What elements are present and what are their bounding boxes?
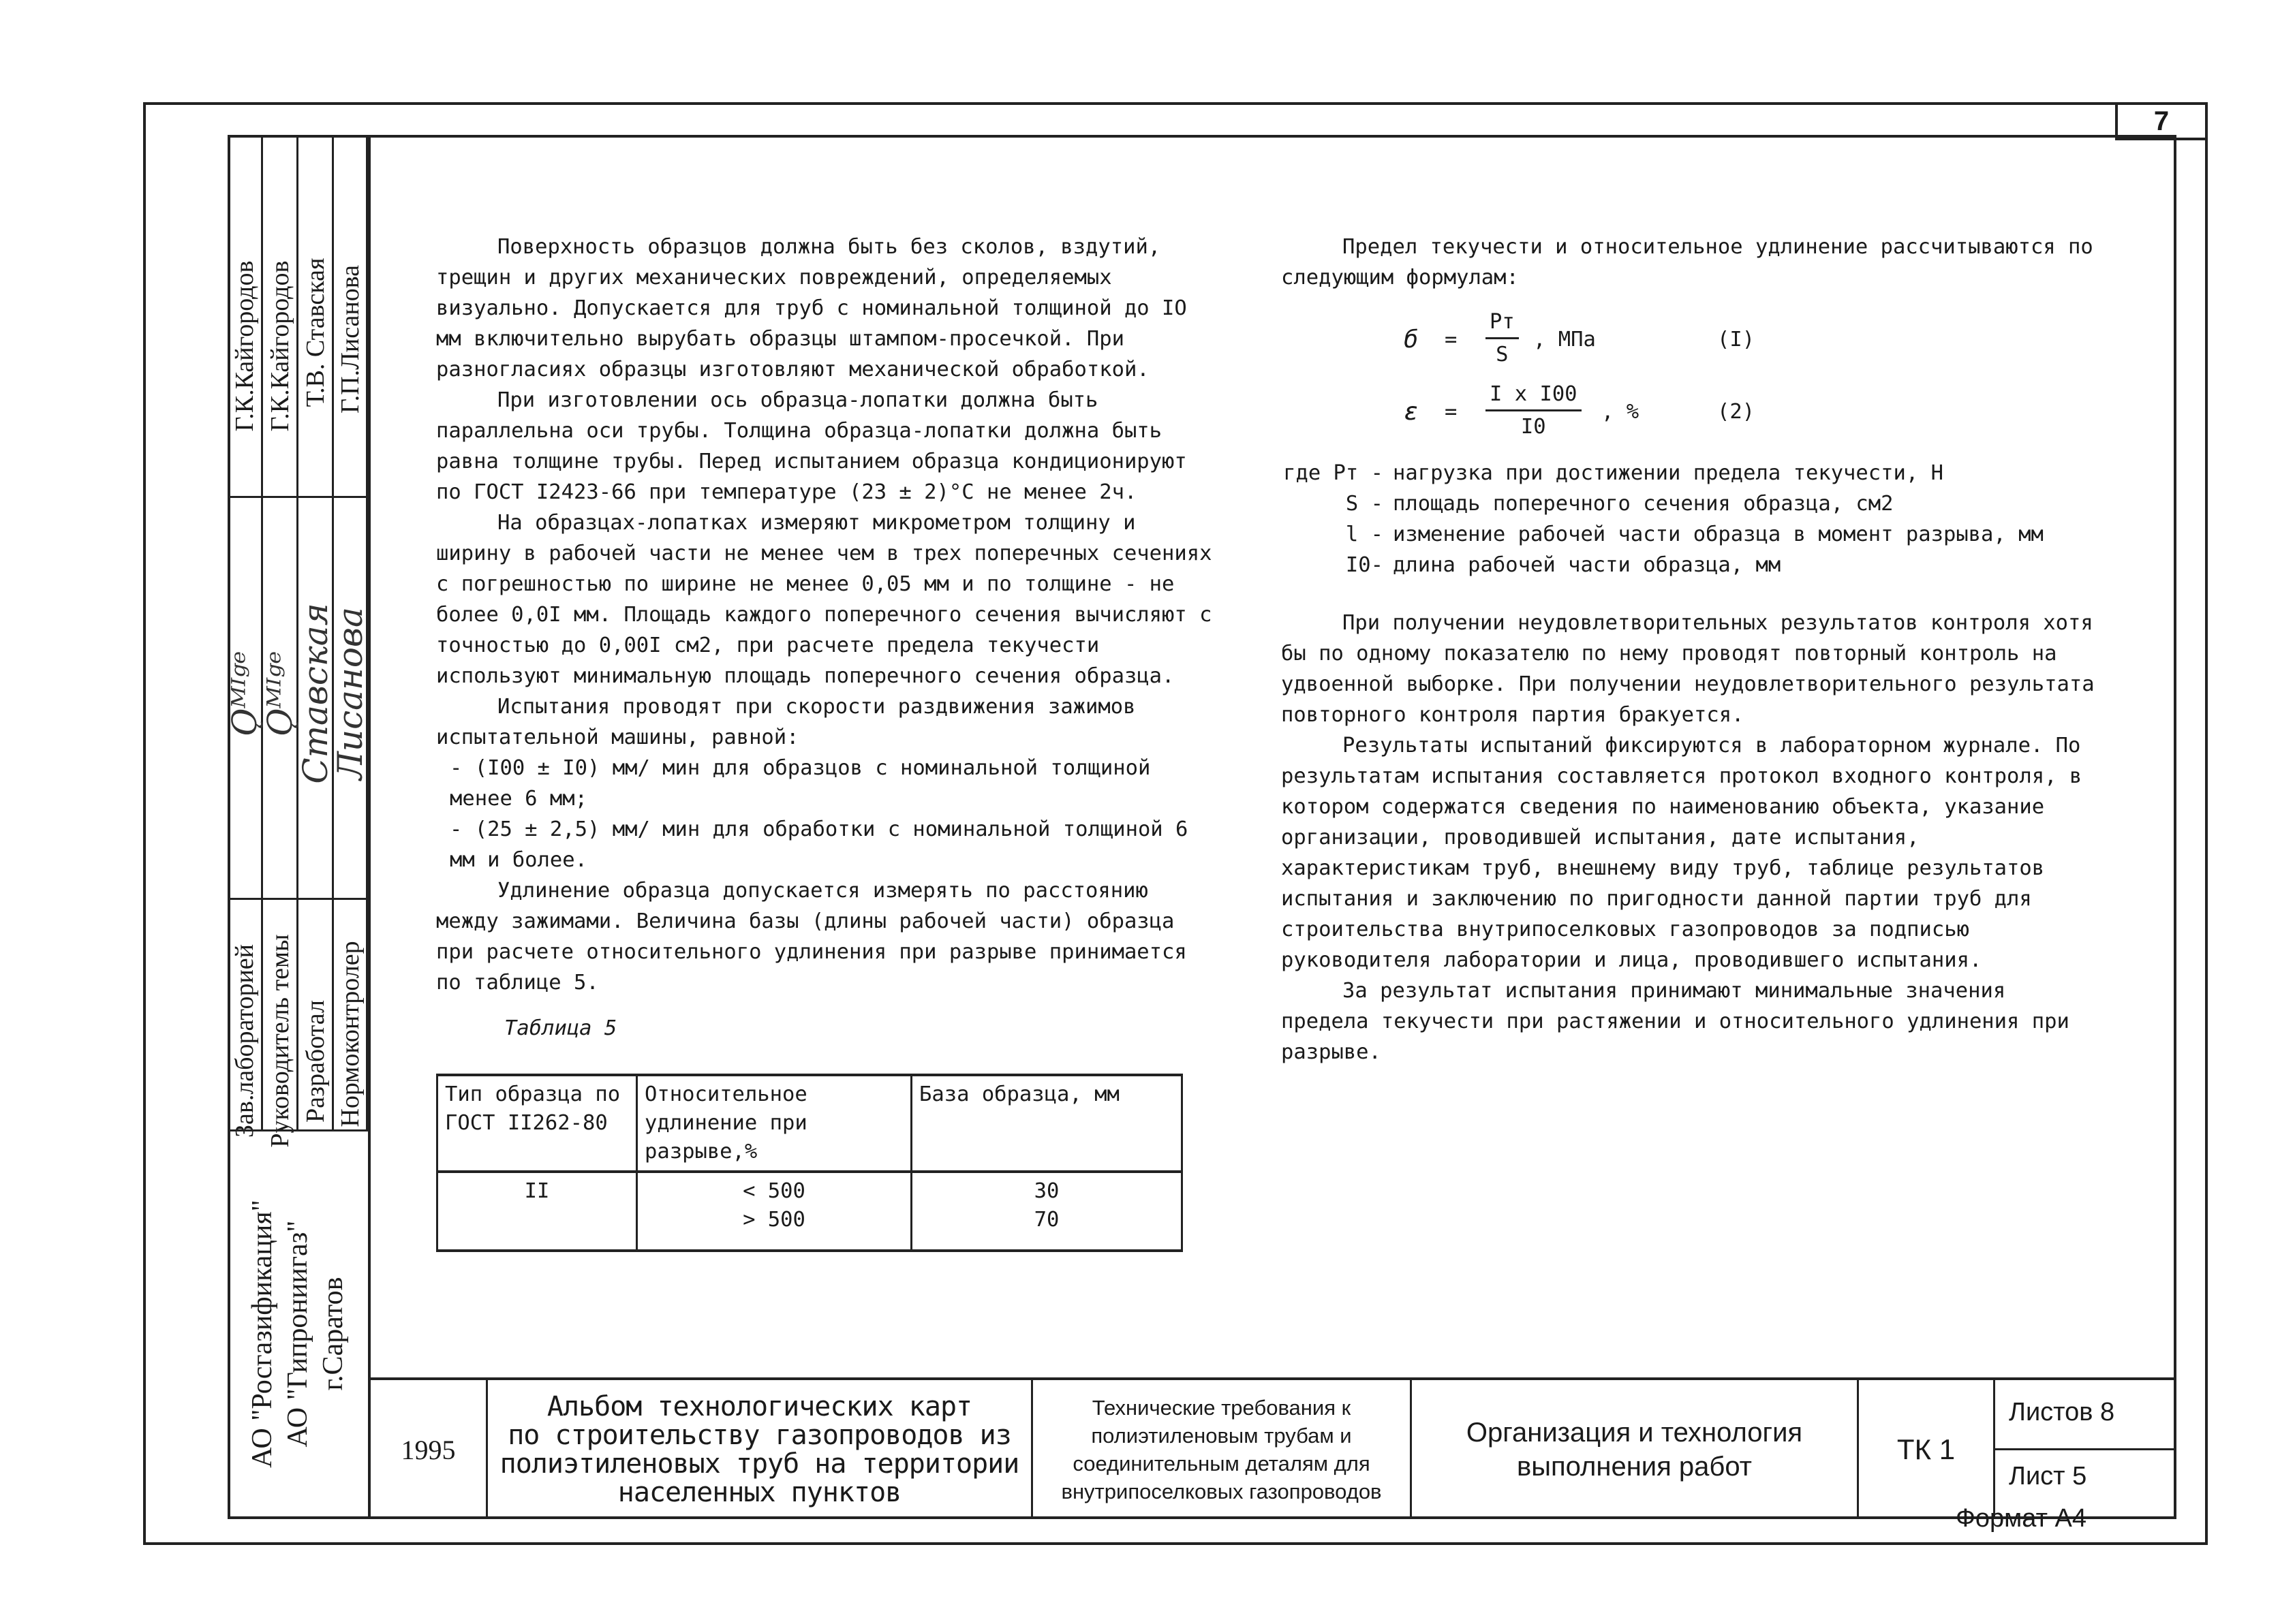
legend-item: l - изменение рабочей части образца в момент разрыва, мм xyxy=(1345,522,2044,546)
legend-item: где Рт - нагрузка при достижении предела текучести, Н xyxy=(1283,461,1943,485)
right-column xyxy=(1281,232,2099,1067)
signer-column-1 xyxy=(224,135,264,1138)
equals-sign: = xyxy=(1445,328,1458,352)
formula-label: (I) xyxy=(1717,328,1755,352)
paragraph: Удлинение образца допускается измерять по расстоянию между зажимами. Величина базы (длины рабочей части) образца при расчете относительного удлинения при разрыве принимается по таблице 5. xyxy=(436,879,1187,995)
table-caption: Таблица 5 xyxy=(504,1016,617,1040)
legend-item: S - площадь поперечного сечения образца, см2 xyxy=(1345,492,1894,516)
paragraph: При изготовлении ось образца-лопатки должна быть параллельна оси трубы. Толщина образца-лопатки должна быть равна толщине трубы. Перед испытанием образца кондиционируют по ГОСТ I2423-66 при температуре (23 ± 2)°С не менее 2ч. xyxy=(436,388,1187,504)
signature: Лисанова xyxy=(330,607,370,780)
signer-name: Т.В. Ставская xyxy=(301,257,330,407)
paragraph: Предел текучести и относительное удлинение рассчитываются по следующим формулам: xyxy=(1281,235,2093,290)
signature: Ǫᴹᴵᵍᵉ xyxy=(260,651,300,736)
paragraph: Результаты испытаний фиксируются в лабораторном журнале. По результатам испытания составляется протокол входного контроля, в котором содержатся сведения по наименованию объекта, указание организации, проводившей испытания, дате испытания, характеристикам труб, внешнему виду труб, таблице результатов испытания и заключению по пригодности данной партии труб для строительства внутрипоселковых газопроводов за подписью руководителя лаборатории и лица, проводившего испытания. xyxy=(1281,734,2082,972)
signer-role: Разработал xyxy=(301,1000,330,1123)
table-cell: < 500 > 500 xyxy=(637,1172,912,1251)
table-row xyxy=(437,1172,1182,1251)
requirements-title: Технические требования к полиэтиленовым трубам и соединительным деталям для внутрипоселковых газопроводов xyxy=(1033,1380,1412,1519)
signature-sidebar xyxy=(224,135,371,1519)
left-column xyxy=(436,232,1220,1252)
legend-item: I0- длина рабочей части образца, мм xyxy=(1345,553,1781,577)
table-5 xyxy=(436,1074,1183,1252)
album-title: Альбом технологических карт по строительству газопроводов из полиэтиленовых труб на территории населенных пунктов xyxy=(488,1380,1033,1519)
speed-item: - (25 ± 2,5) мм/ мин для обработки с номинальной толщиной 6 мм и более. xyxy=(450,817,1188,872)
signer-column-2 xyxy=(260,135,300,1148)
formula-label: (2) xyxy=(1717,400,1755,424)
table-header: Тип образца по ГОСТ II262-80 xyxy=(437,1075,637,1172)
signer-column-3 xyxy=(295,135,335,1129)
signature: Ставская xyxy=(295,603,335,784)
formula-unit: , МПа xyxy=(1533,328,1596,352)
table-header: База образца, мм xyxy=(912,1075,1182,1172)
table-cell: II xyxy=(437,1172,637,1251)
signature: Ǫᴹᴵᵍᵉ xyxy=(224,651,264,736)
sheet-info xyxy=(1995,1380,2174,1519)
sheet-number: 7 xyxy=(2115,102,2208,140)
divider xyxy=(228,898,368,900)
signer-role: Руководитель темы xyxy=(265,934,294,1148)
formula-fraction: Рт S xyxy=(1485,307,1519,370)
document-code: ТК 1 xyxy=(1859,1380,1995,1519)
table-header: Относительное удлинение при разрыве,% xyxy=(637,1075,912,1172)
year: 1995 xyxy=(371,1380,488,1519)
formula-2 xyxy=(1281,379,2099,447)
formula-legend xyxy=(1281,458,2099,580)
organization-stamp: АО "Росгазификация" АО "Гипрониигаз" г.Саратов xyxy=(247,1200,349,1468)
paragraph: За результат испытания принимают минимальные значения предела текучести при растяжении и относительного удлинения при разрыве. xyxy=(1281,979,2069,1064)
paragraph: Испытания проводят при скорости раздвижения зажимов испытательной машины, равной: xyxy=(436,695,1136,749)
signer-role: Нормоконтролер xyxy=(335,941,365,1127)
signer-role: Зав.лабораторией xyxy=(230,943,259,1138)
divider xyxy=(228,496,368,498)
table-cell: 30 70 xyxy=(912,1172,1182,1251)
formula-lhs: ε xyxy=(1404,398,1419,426)
formula-1 xyxy=(1281,307,2099,375)
sheet-index: Лист 5 xyxy=(2009,1462,2087,1490)
sheets-total: Листов 8 xyxy=(2009,1398,2115,1426)
paragraph: При получении неудовлетворительных результатов контроля хотя бы по одному показателю по нему проводят повторный контроль на удвоенной выборке. При получении неудовлетворительного результата повторного контроля партия бракуется. xyxy=(1281,611,2095,727)
formula-unit: , % xyxy=(1601,400,1639,424)
signer-name: Г.П.Лисанова xyxy=(335,264,365,414)
speed-item: - (I00 ± I0) мм/ мин для образцов с номинальной толщиной менее 6 мм; xyxy=(450,756,1151,811)
divider xyxy=(228,1129,368,1131)
section-title: Организация и технология выполнения работ xyxy=(1412,1380,1859,1519)
paragraph: На образцах-лопатках измеряют микрометром толщину и ширину в рабочей части не менее чем в трех поперечных сечениях с погрешностью по ширине не менее 0,05 мм и по толщине - не более 0,0I мм. Площадь каждого поперечного сечения вычисляют с точностью до 0,00I см2, при расчете предела текучести используют минимальную площадь поперечного сечения образца. xyxy=(436,511,1212,688)
paragraph: Поверхность образцов должна быть без сколов, вздутий, трещин и других механических повреждений, определяемых визуально. Допускается для труб с номинальной толщиной до IO мм включительно вырубать образцы штампом-просечкой. При разногласиях образцы изготовляют механической обработкой. xyxy=(436,235,1187,381)
formula-fraction: $\frac{\text{I x I00}}{I0}$ xyxy=(1485,379,1582,442)
paper-format: Формат А4 xyxy=(1956,1504,2087,1533)
signer-name: Г.К.Кайгородов xyxy=(265,260,294,432)
signer-name: Г.К.Кайгородов xyxy=(230,260,259,432)
signer-column-4 xyxy=(330,135,370,1129)
title-block xyxy=(371,1377,2176,1519)
equals-sign: = xyxy=(1445,400,1458,424)
formula-lhs: б xyxy=(1404,326,1419,354)
